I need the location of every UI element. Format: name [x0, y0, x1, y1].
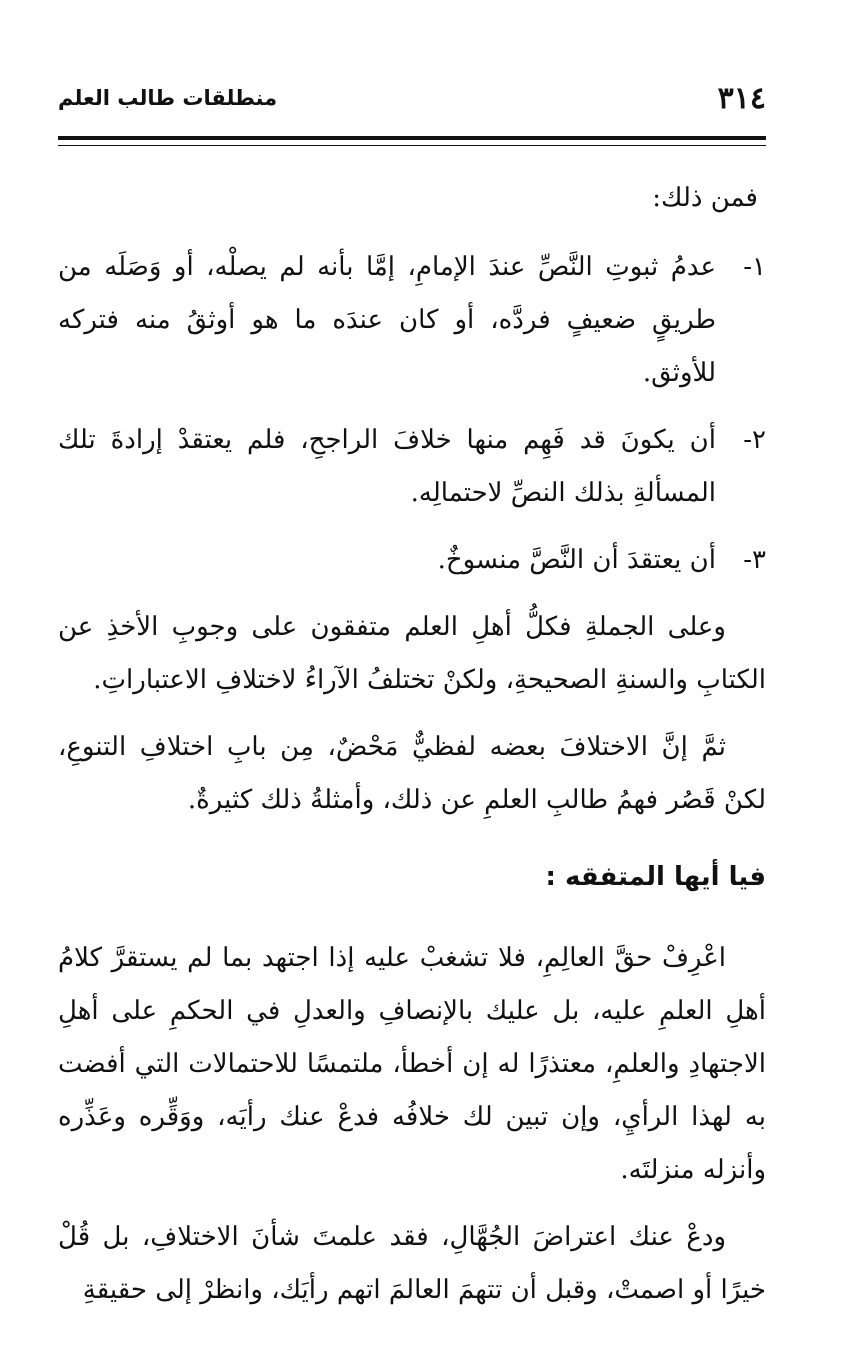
page-number: ٣١٤: [717, 80, 766, 116]
list-item: [58, 414, 766, 520]
header-rule-thick: [58, 136, 766, 140]
list-item-text: أن يكونَ قد فَهِم منها خلافَ الراجحِ، فلم يعتقدْ إرادةَ تلك المسألةِ بذلك النصِّ لاحتمالِه.: [58, 425, 716, 508]
book-page: [58, 0, 766, 1351]
page-header: [58, 76, 766, 120]
page-body: [58, 172, 766, 1331]
list-item-number: ١-: [743, 252, 766, 282]
list-item: [58, 241, 766, 400]
paragraph: ثمَّ إنَّ الاختلافَ بعضه لفظيٌّ مَحْضٌ، مِن بابِ اختلافِ التنوعِ، لكنْ قَصُر فهمُ طالبِ العلمِ عن ذلك، وأمثلةُ ذلك كثيرةٌ.: [58, 732, 766, 815]
list-item: [58, 534, 766, 587]
list-item-number: ٢-: [743, 425, 766, 455]
list-item-text: عدمُ ثبوتِ النَّصِّ عندَ الإمامِ، إمَّا بأنه لم يصلْه، أو وَصَلَه من طريقٍ ضعيفٍ فردَّه، أو كان عندَه ما هو أوثقُ منه فتركه للأوثق.: [58, 252, 716, 388]
running-title: منطلقات طالب العلم: [58, 86, 278, 110]
intro-line: فمن ذلك:: [652, 183, 758, 213]
list-item-number: ٣-: [743, 545, 766, 575]
paragraph: وعلى الجملةِ فكلُّ أهلِ العلم متفقون على وجوبِ الأخذِ عن الكتابِ والسنةِ الصحيحةِ، ولكنْ تختلفُ الآراءُ لاختلافِ الاعتباراتِ.: [58, 612, 766, 695]
section-heading: فيا أيها المتفقه :: [545, 862, 766, 892]
header-rule-thin: [58, 145, 766, 146]
paragraph: ودعْ عنك اعتراضَ الجُهَّالِ، فقد علمتَ شأنَ الاختلافِ، بل قُلْ خيرًا أو اصمتْ، وقبل أن تتهمَ العالمَ اتهم رأيَك، وانظرْ إلى حقيقةِ: [58, 1222, 766, 1305]
paragraph: اعْرِفْ حقَّ العالِمِ، فلا تشغبْ عليه إذا اجتهد بما لم يستقرَّ كلامُ أهلِ العلمِ عليه، بل عليك بالإنصافِ والعدلِ في الحكمِ على أهلِ الاجتهادِ والعلمِ، معتذرًا له إن أخطأ، ملتمسًا للاحتمالات التي أفضت به لهذا الرأيِ، وإن تبين لك خلافُه فدعْ عنك رأيَه، ووَقِّره وعَذِّره وأنزله منزلتَه.: [58, 943, 766, 1185]
list-item-text: أن يعتقدَ أن النَّصَّ منسوخٌ.: [437, 545, 716, 575]
